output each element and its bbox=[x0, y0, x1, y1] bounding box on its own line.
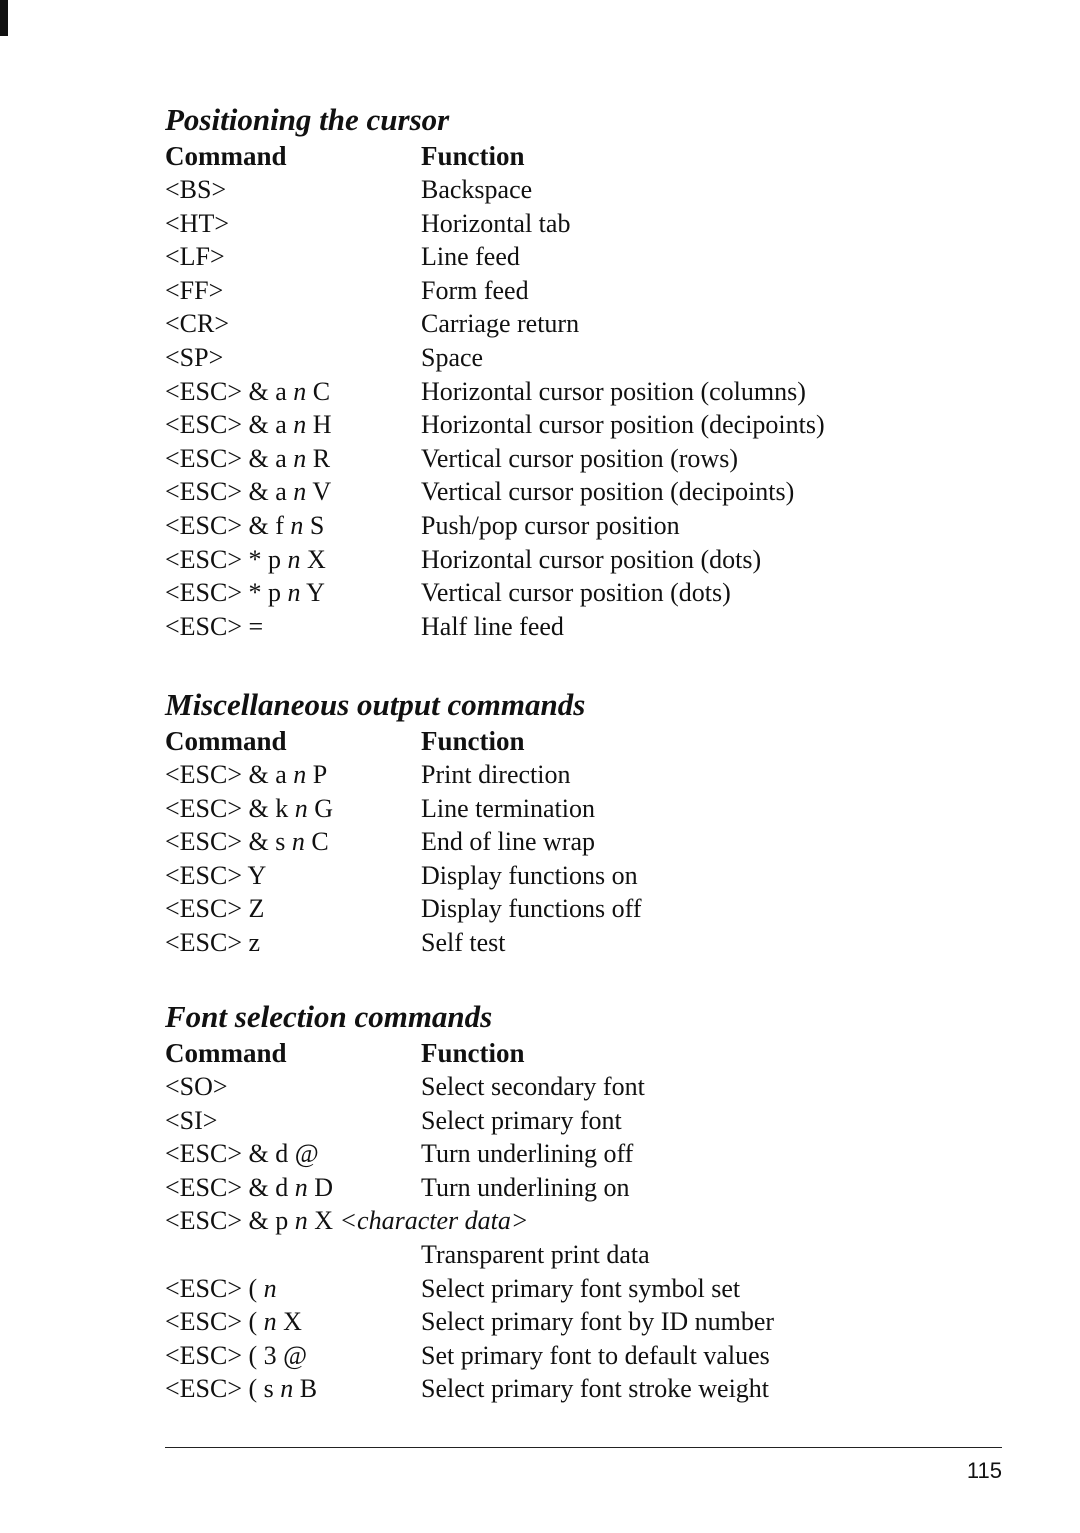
function-cell: Vertical cursor position (dots) bbox=[421, 578, 731, 608]
table-row bbox=[165, 1070, 1025, 1104]
function-cell: Select primary font stroke weight bbox=[421, 1374, 770, 1404]
table-row bbox=[165, 341, 1025, 375]
section-title: Miscellaneous output commands bbox=[165, 687, 586, 722]
command-variable: n bbox=[291, 827, 305, 857]
table-row bbox=[165, 1137, 1025, 1171]
command-cell: <CR> bbox=[165, 309, 230, 339]
command-rows bbox=[165, 173, 1025, 643]
command-suffix: G bbox=[314, 793, 334, 823]
command-suffix: H bbox=[312, 410, 332, 440]
command-variable: n bbox=[280, 1374, 294, 1404]
footer-rule bbox=[165, 1447, 1002, 1448]
table-row bbox=[165, 509, 1025, 543]
table-row bbox=[165, 475, 1025, 509]
table-row bbox=[165, 792, 1025, 826]
table-row bbox=[165, 307, 1025, 341]
section-title: Font selection commands bbox=[165, 999, 493, 1034]
function-cell: Line feed bbox=[421, 242, 520, 272]
table-row bbox=[165, 543, 1025, 577]
command-prefix: <ESC> & p bbox=[165, 1206, 289, 1236]
command-variable: n bbox=[293, 410, 307, 440]
command-suffix: Y bbox=[306, 578, 325, 608]
function-cell: Select primary font bbox=[421, 1105, 622, 1135]
command-variable: n bbox=[293, 376, 307, 406]
command-cell: <LF> bbox=[165, 242, 225, 272]
command-prefix: <ESC> & s bbox=[165, 827, 286, 857]
command-variable: n bbox=[287, 578, 301, 608]
command-prefix: <ESC> & a bbox=[165, 477, 287, 507]
command-prefix: <ESC> ( bbox=[165, 1307, 258, 1337]
command-cell bbox=[165, 1372, 317, 1406]
command-cell: <ESC> Z bbox=[165, 894, 265, 924]
table-row bbox=[165, 1305, 1025, 1339]
command-cell bbox=[165, 576, 325, 610]
command-column-header: Command bbox=[165, 726, 287, 756]
function-cell: End of line wrap bbox=[421, 827, 596, 857]
command-cell bbox=[165, 1171, 333, 1205]
command-prefix: <ESC> & a bbox=[165, 376, 287, 406]
command-cell: <ESC> & d @ bbox=[165, 1139, 319, 1169]
command-suffix: B bbox=[299, 1374, 318, 1404]
function-cell: Backspace bbox=[421, 175, 533, 204]
command-column-header: Command bbox=[165, 1038, 287, 1068]
function-column-header: Function bbox=[421, 141, 525, 171]
table-row bbox=[165, 1339, 1025, 1373]
function-cell: Transparent print data bbox=[421, 1239, 650, 1269]
command-variable: n bbox=[293, 477, 307, 507]
command-cell bbox=[165, 475, 331, 509]
table-row bbox=[165, 1272, 1025, 1306]
command-prefix: <ESC> & a bbox=[165, 410, 287, 440]
function-cell: Print direction bbox=[421, 760, 571, 789]
function-cell: Select secondary font bbox=[421, 1072, 645, 1101]
command-cell bbox=[165, 442, 330, 476]
table-row bbox=[165, 1171, 1025, 1205]
command-cell bbox=[165, 543, 326, 577]
command-cell: <BS> bbox=[165, 175, 227, 204]
function-cell: Self test bbox=[421, 927, 506, 957]
table-header bbox=[165, 140, 1025, 173]
function-cell: Horizontal cursor position (decipoints) bbox=[421, 410, 825, 440]
command-cell: <ESC> Y bbox=[165, 860, 267, 890]
function-cell: Horizontal tab bbox=[421, 208, 571, 238]
page-number: 115 bbox=[966, 1458, 1002, 1483]
table-row bbox=[165, 207, 1025, 241]
command-cell bbox=[165, 408, 332, 442]
table-row bbox=[165, 926, 1025, 960]
function-cell: Vertical cursor position (rows) bbox=[421, 443, 738, 473]
command-suffix: X bbox=[283, 1307, 302, 1337]
table-header bbox=[165, 1037, 1025, 1070]
command-suffix: V bbox=[312, 477, 332, 507]
command-rows bbox=[165, 1070, 1025, 1406]
command-cell: <HT> bbox=[165, 208, 229, 238]
function-cell: Line termination bbox=[421, 793, 596, 823]
command-suffix: X bbox=[314, 1206, 334, 1236]
table-row bbox=[165, 610, 1025, 644]
function-cell: Display functions on bbox=[421, 860, 638, 890]
command-variable: n bbox=[287, 544, 301, 574]
edge-scan-mark bbox=[0, 0, 8, 36]
command-variable: n bbox=[294, 793, 308, 823]
command-cell: <SI> bbox=[165, 1105, 218, 1135]
function-cell: Display functions off bbox=[421, 894, 642, 924]
command-suffix: D bbox=[314, 1172, 334, 1202]
table-row bbox=[165, 758, 1025, 792]
function-cell: Space bbox=[421, 342, 484, 372]
command-variable: n bbox=[294, 1172, 308, 1202]
function-column-header: Function bbox=[421, 1038, 525, 1068]
command-variable: n bbox=[294, 1206, 308, 1236]
table-row bbox=[165, 1238, 1025, 1272]
command-suffix: S bbox=[309, 510, 325, 540]
function-cell: Vertical cursor position (decipoints) bbox=[421, 477, 795, 507]
command-prefix: <ESC> & k bbox=[165, 793, 289, 823]
function-cell: Half line feed bbox=[421, 611, 564, 641]
section-font-selection bbox=[165, 997, 1025, 1406]
table-row bbox=[165, 442, 1025, 476]
function-cell: Horizontal cursor position (columns) bbox=[421, 376, 806, 406]
function-cell: Push/pop cursor position bbox=[421, 510, 680, 540]
command-cell bbox=[165, 1272, 277, 1306]
command-prefix: <ESC> & d bbox=[165, 1172, 289, 1202]
command-cell bbox=[165, 1204, 528, 1238]
section-misc-output bbox=[165, 685, 1025, 960]
command-cell: <ESC> = bbox=[165, 611, 264, 641]
function-cell: Form feed bbox=[421, 275, 529, 305]
table-row bbox=[165, 825, 1025, 859]
command-prefix: <ESC> ( bbox=[165, 1273, 258, 1303]
command-cell: <SO> bbox=[165, 1072, 228, 1101]
command-cell bbox=[165, 792, 333, 826]
table-row bbox=[165, 1104, 1025, 1138]
command-variable: n bbox=[263, 1273, 277, 1303]
command-cell bbox=[165, 1305, 302, 1339]
command-suffix: R bbox=[312, 443, 331, 473]
command-cell bbox=[165, 509, 324, 543]
function-cell: Select primary font by ID number bbox=[421, 1307, 775, 1337]
command-prefix: <ESC> & a bbox=[165, 443, 287, 473]
command-cell: <SP> bbox=[165, 342, 224, 372]
command-prefix: <ESC> ( s bbox=[165, 1374, 274, 1404]
function-column-header: Function bbox=[421, 726, 525, 756]
table-row bbox=[165, 859, 1025, 893]
command-variable: n bbox=[293, 760, 307, 789]
table-row bbox=[165, 408, 1025, 442]
command-column-header: Command bbox=[165, 141, 287, 171]
command-data-argument: <character data> bbox=[339, 1206, 529, 1236]
table-row bbox=[165, 892, 1025, 926]
table-header bbox=[165, 725, 1025, 758]
command-cell bbox=[165, 375, 330, 409]
command-cell bbox=[165, 758, 327, 792]
command-cell: <ESC> ( 3 @ bbox=[165, 1340, 308, 1370]
command-variable: n bbox=[263, 1307, 277, 1337]
section-title: Positioning the cursor bbox=[165, 102, 450, 137]
command-cell: <ESC> z bbox=[165, 927, 261, 957]
command-cell: <FF> bbox=[165, 275, 224, 305]
function-cell: Carriage return bbox=[421, 309, 580, 339]
command-suffix: C bbox=[312, 376, 331, 406]
table-row bbox=[165, 375, 1025, 409]
command-prefix: <ESC> * p bbox=[165, 544, 282, 574]
table-row bbox=[165, 240, 1025, 274]
command-variable: n bbox=[290, 510, 304, 540]
command-suffix: P bbox=[312, 760, 328, 789]
section-positioning-cursor bbox=[165, 100, 1025, 643]
function-cell: Turn underlining off bbox=[421, 1139, 634, 1169]
command-cell bbox=[165, 825, 329, 859]
command-prefix: <ESC> * p bbox=[165, 578, 282, 608]
table-row bbox=[165, 1204, 1025, 1238]
command-variable: n bbox=[293, 443, 307, 473]
function-cell: Set primary font to default values bbox=[421, 1340, 770, 1370]
command-suffix: X bbox=[307, 544, 326, 574]
command-prefix: <ESC> & a bbox=[165, 760, 287, 789]
table-row bbox=[165, 576, 1025, 610]
function-cell: Turn underlining on bbox=[421, 1172, 630, 1202]
table-row bbox=[165, 1372, 1025, 1406]
command-prefix: <ESC> & f bbox=[165, 510, 284, 540]
function-cell: Horizontal cursor position (dots) bbox=[421, 544, 762, 574]
function-cell: Select primary font symbol set bbox=[421, 1273, 741, 1303]
command-rows bbox=[165, 758, 1025, 960]
table-row bbox=[165, 274, 1025, 308]
table-row bbox=[165, 173, 1025, 207]
command-suffix: C bbox=[311, 827, 329, 857]
